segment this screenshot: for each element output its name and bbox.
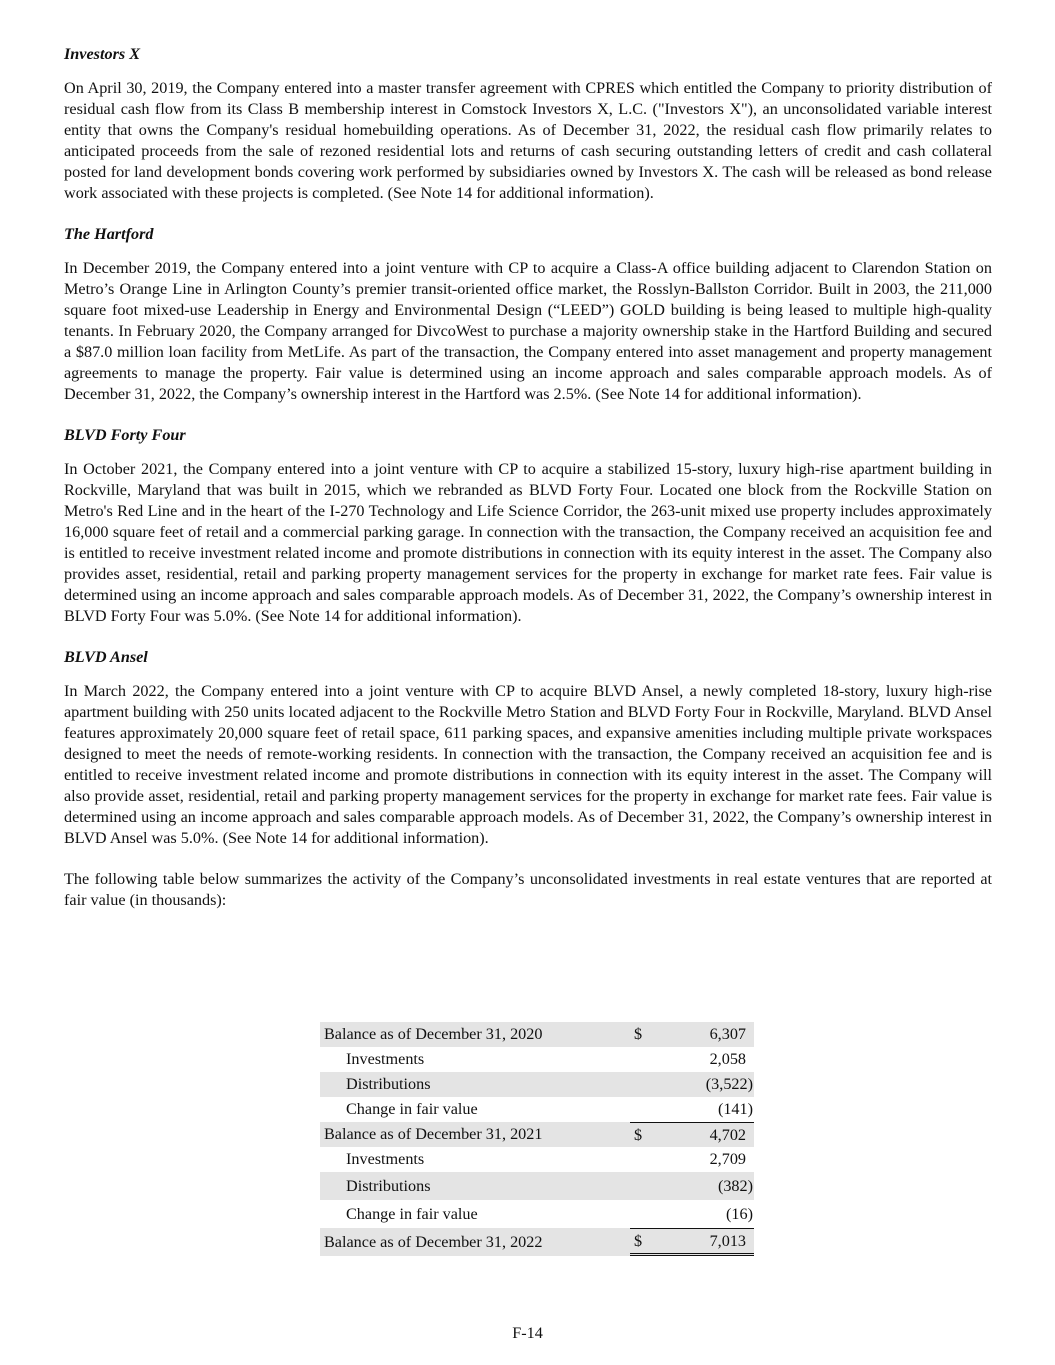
row-value xyxy=(664,1122,754,1147)
section-the-hartford xyxy=(64,224,992,405)
row-dollar-sign: $ xyxy=(630,1122,664,1147)
page-number: F-14 xyxy=(512,1324,543,1342)
row-dollar-sign xyxy=(630,1200,664,1228)
table-row xyxy=(320,1200,754,1228)
row-value-text: 7,013 xyxy=(709,1231,746,1250)
row-value-text: (3,522) xyxy=(705,1075,753,1093)
row-value-text: 2,058 xyxy=(709,1050,746,1068)
row-dollar-sign xyxy=(630,1172,664,1200)
row-label: Balance as of December 31, 2020 xyxy=(320,1022,630,1047)
section-heading: BLVD Forty Four xyxy=(64,426,186,444)
row-dollar-sign: $ xyxy=(630,1022,664,1047)
section-paragraph: In March 2022, the Company entered into a joint venture with CP to acquire BLVD Ansel, a newly completed 18-story, luxury high-rise apartment building with 250 units located adjacent to the Rockville Metro Station and BLVD Forty Four in Rockville, Maryland. BLVD Ansel features approximately 20,000 square feet of retail space, 611 parking spaces, and expansive amenities including multiple private workspaces designed to meet the needs of remote-working residents. In connection with the transaction, the Company received an acquisition fee and is entitled to receive investment related income and promote distributions in connection with its equity interest in the asset. The Company will also provide asset, residential, retail and parking property management services for the property in exchange for market rate fees. Fair value is determined using an income approach and sales comparable approach models. As of December 31, 2022, the Company’s ownership interest in BLVD Ansel was 5.0%. (See Note 14 for additional information). xyxy=(64,682,992,847)
section-paragraph: In October 2021, the Company entered into a joint venture with CP to acquire a stabilized 15-story, luxury high-rise apartment building in Rockville, Maryland that was built in 2015, which we rebranded as BLVD Forty Four. Located one block from the Rockville Station on Metro's Red Line and in the heart of the I-270 Technology and Life Science Corridor, the 263-unit mixed use property includes approximately 16,000 square feet of retail and a commercial parking garage. In connection with the transaction, the Company received an acquisition fee and is entitled to receive investment related income and promote distributions in connection with its equity interest in the asset. The Company also provides asset, residential, retail and parking property management services for the property in exchange for market rate fees. Fair value is determined using an income approach and sales comparable approach models. As of December 31, 2022, the Company’s ownership interest in BLVD Forty Four was 5.0%. (See Note 14 for additional information). xyxy=(64,460,992,625)
row-label: Investments xyxy=(346,1150,425,1168)
row-label: Distributions xyxy=(320,1172,630,1200)
row-value xyxy=(664,1172,754,1200)
section-heading: BLVD Ansel xyxy=(64,648,148,666)
table-row xyxy=(320,1022,754,1047)
row-dollar-sign xyxy=(630,1147,664,1172)
section-paragraph: In December 2019, the Company entered into a joint venture with CP to acquire a Class-A office building adjacent to Clarendon Station on Metro’s Orange Line in Arlington County’s premier transit-oriented office market, the Rosslyn-Ballston Corridor. Built in 2003, the 211,000 square foot mixed-use Leadership in Energy and Environmental Design (“LEED”) GOLD building is being leased to multiple high-quality tenants. In February 2020, the Company arranged for DivcoWest to purchase a majority ownership stake in the Hartford Building and secured a $87.0 million loan facility from MetLife. As part of the transaction, the Company entered into asset management and property management agreements to manage the property. Fair value is determined using an income approach and sales comparable approach models. As of December 31, 2022, the Company’s ownership interest in the Hartford was 2.5%. (See Note 14 for additional information). xyxy=(64,259,992,403)
section-heading: Investors X xyxy=(64,45,141,63)
row-label: Balance as of December 31, 2021 xyxy=(320,1122,630,1147)
row-label: Change in fair value xyxy=(346,1100,478,1118)
row-dollar-sign: $ xyxy=(630,1228,664,1256)
row-value-text: (382) xyxy=(717,1176,753,1195)
row-dollar-sign xyxy=(630,1072,664,1097)
fair-value-activity-table xyxy=(320,1022,754,1256)
table-row xyxy=(320,1072,754,1097)
row-value-text: 2,709 xyxy=(709,1150,746,1168)
row-value xyxy=(664,1097,754,1122)
row-label: Distributions xyxy=(320,1072,630,1097)
table-row xyxy=(320,1172,754,1200)
table-row xyxy=(320,1122,754,1147)
row-label: Change in fair value xyxy=(346,1204,478,1223)
row-value xyxy=(664,1147,754,1172)
section-blvd-ansel xyxy=(64,647,992,849)
table-intro-paragraph: The following table below summarizes the activity of the Company’s unconsolidated investments in real estate ventures that are reported at fair value (in thousands): xyxy=(64,870,992,909)
row-dollar-sign xyxy=(630,1097,664,1122)
table-row xyxy=(320,1147,754,1172)
row-value-text: 4,702 xyxy=(709,1125,746,1144)
section-blvd-forty-four xyxy=(64,425,992,627)
row-value xyxy=(664,1072,754,1097)
table-row xyxy=(320,1047,754,1072)
row-value-text: (141) xyxy=(717,1100,753,1118)
row-label: Investments xyxy=(346,1050,425,1068)
row-dollar-sign xyxy=(630,1047,664,1072)
row-value xyxy=(664,1228,754,1256)
table-row xyxy=(320,1228,754,1256)
row-value xyxy=(664,1200,754,1228)
section-paragraph: On April 30, 2019, the Company entered into a master transfer agreement with CPRES which entitled the Company to priority distribution of residual cash flow from its Class B membership interest in Comstock Investors X, L.C. ("Investors X"), an unconsolidated variable interest entity that owns the Company's residual homebuilding operations. As of December 31, 2022, the residual cash flow primarily relates to anticipated proceeds from the sale of rezoned residential lots and returns of cash securing outstanding letters of credit and cash collateral posted for land development bonds covering work performed by subsidiaries owned by Investors X. The cash will be released as bond release work associated with these projects is completed. (See Note 14 for additional information). xyxy=(64,79,992,202)
row-value-text: (16) xyxy=(726,1204,753,1223)
row-label: Balance as of December 31, 2022 xyxy=(320,1228,630,1256)
row-value xyxy=(664,1022,754,1047)
section-heading: The Hartford xyxy=(64,225,154,243)
table-row xyxy=(320,1097,754,1122)
document-page xyxy=(64,44,992,911)
row-value-text: 6,307 xyxy=(709,1025,746,1043)
section-investors-x xyxy=(64,44,992,204)
row-value xyxy=(664,1047,754,1072)
